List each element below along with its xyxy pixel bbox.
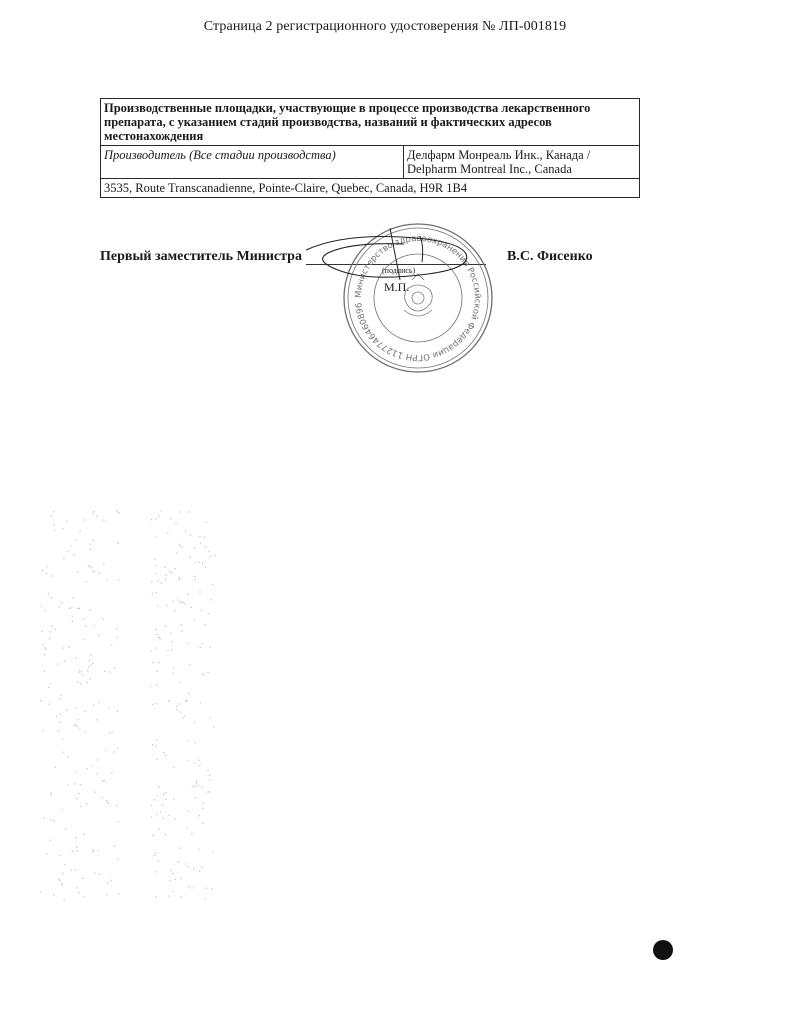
- signatory-title: Первый заместитель Министра: [100, 249, 302, 264]
- seal-ring-text: Министерство здравоохранения Российской Федерации ОГРН 1127746460896: [353, 233, 483, 363]
- producer-address: 3535, Route Transcanadienne, Pointe-Claire, Quebec, Canada, H9R 1B4: [101, 179, 640, 198]
- producer-label: Производитель (Все стадии производства): [101, 146, 404, 179]
- signature-caption: (подпись): [382, 266, 416, 275]
- producer-name-ru: Делфарм Монреаль Инк., Канада /: [407, 148, 591, 162]
- page-header: Страница 2 регистрационного удостоверения № ЛП-001819: [203, 19, 567, 34]
- signatory-name: В.С. Фисенко: [507, 249, 593, 264]
- producer-name-en: Delpharm Montreal Inc., Canada: [407, 162, 572, 176]
- stamp-place-label: М.П.: [384, 280, 410, 294]
- corner-mark: [653, 940, 673, 960]
- table-heading: Производственные площадки, участвующие в процессе производства лекарственного препарата, с указанием стадий производства, названий и фактических адресов местонахождения: [101, 99, 640, 146]
